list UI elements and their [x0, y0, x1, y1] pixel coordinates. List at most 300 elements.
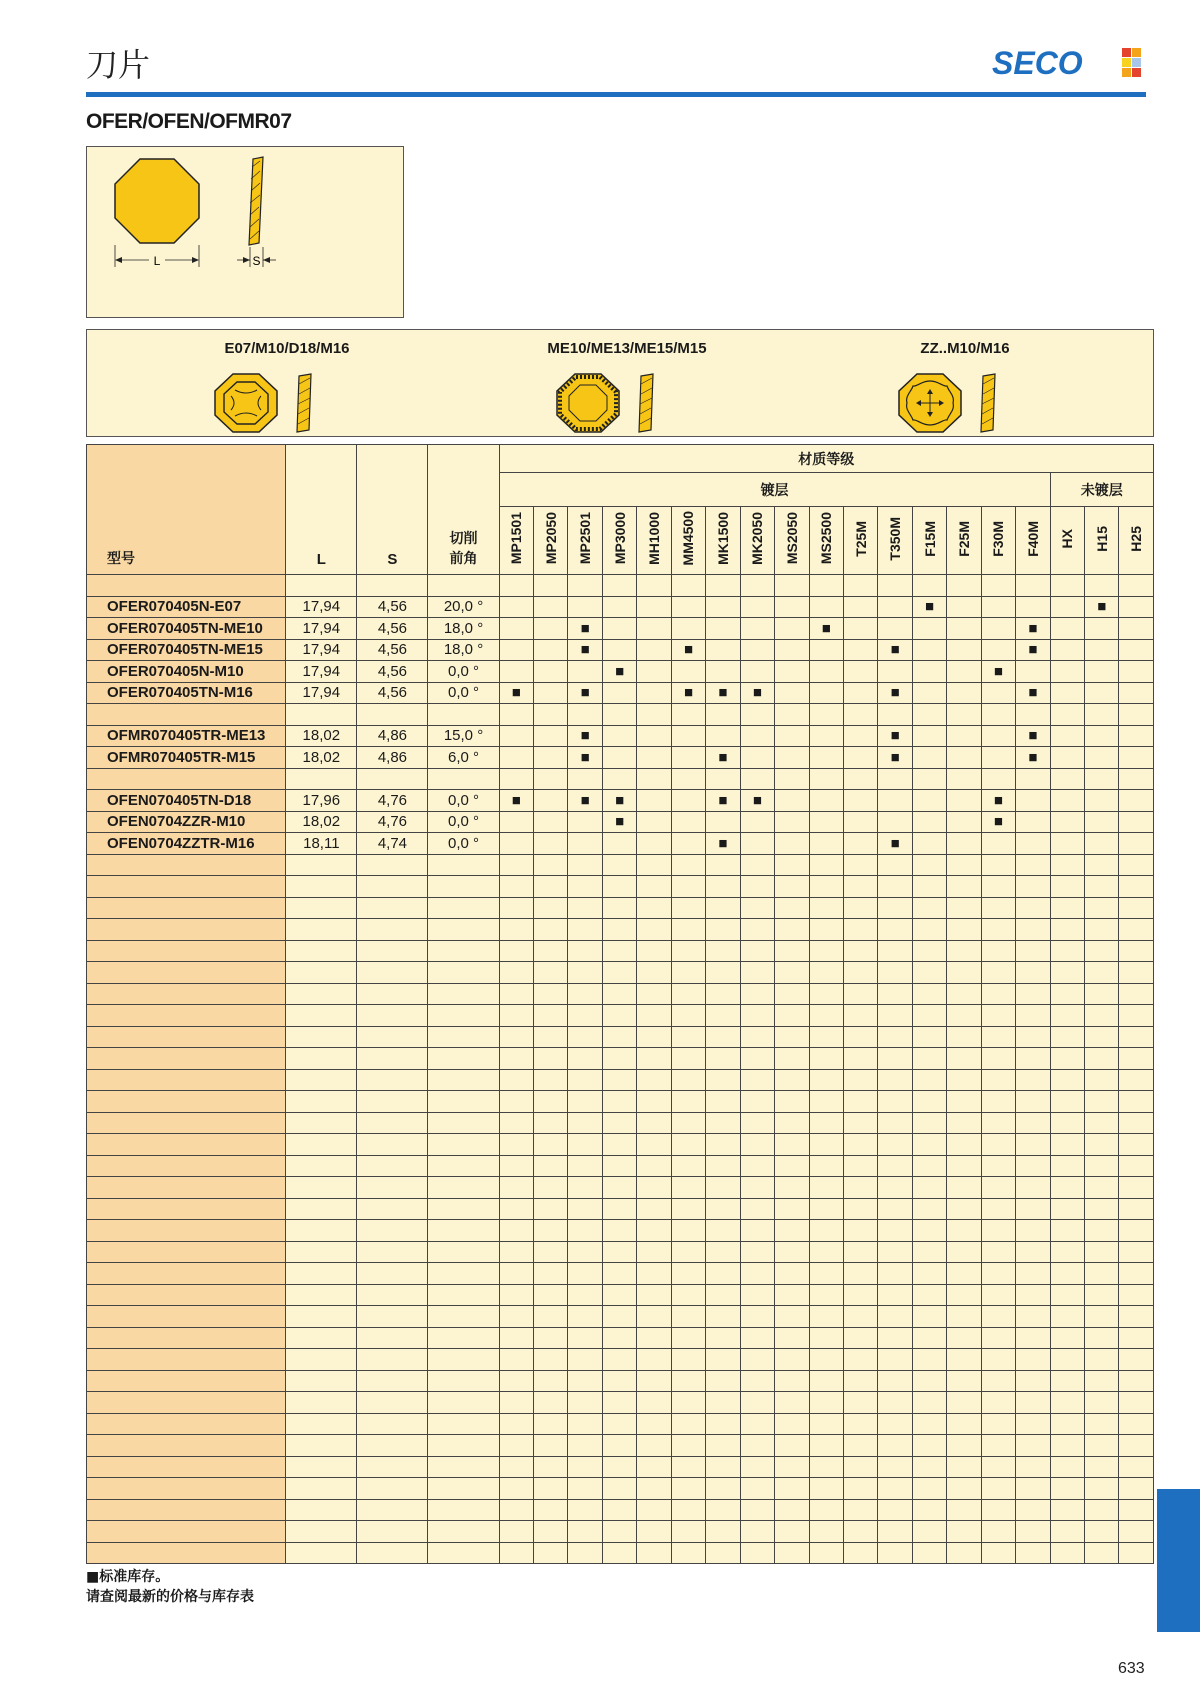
grade-cell [499, 1478, 533, 1500]
grade-cell [981, 704, 1015, 726]
grade-cell [499, 1370, 533, 1392]
grade-cell [912, 704, 946, 726]
grade-cell [1050, 790, 1084, 812]
grade-cell [568, 1521, 602, 1543]
grade-cell [947, 725, 981, 747]
grade-cell [981, 1112, 1015, 1134]
grade-cell [809, 1327, 843, 1349]
insert-drawing [87, 147, 403, 317]
grade-cell [1050, 596, 1084, 618]
grade-cell [1119, 1091, 1154, 1113]
grade-cell [534, 962, 568, 984]
table-row [87, 1198, 1154, 1220]
grade-cell [1050, 940, 1084, 962]
angle-cell [428, 1155, 499, 1177]
angle-cell [428, 1435, 499, 1457]
angle-cell [428, 983, 499, 1005]
model-cell: OFMR070405TR-M15 [87, 747, 286, 769]
stock-mark-mp2501: ■ [568, 790, 602, 812]
grade-cell [775, 1069, 809, 1091]
table-row [87, 768, 1154, 790]
grade-cell [602, 1306, 636, 1328]
grade-cell [809, 833, 843, 855]
grade-cell [568, 1349, 602, 1371]
grade-cell [1119, 1048, 1154, 1070]
grade-cell [912, 639, 946, 661]
grade-cell [775, 704, 809, 726]
grade-cell [602, 983, 636, 1005]
grade-cell [637, 1478, 671, 1500]
angle-cell: 0,0 ° [428, 833, 499, 855]
grade-cell [671, 811, 705, 833]
grade-cell [947, 897, 981, 919]
s-cell [357, 1134, 428, 1156]
grade-cell [809, 1521, 843, 1543]
grade-cell [1119, 940, 1154, 962]
grade-cell [568, 1241, 602, 1263]
l-cell [286, 1284, 357, 1306]
grade-cell [671, 1069, 705, 1091]
grade-cell [671, 1542, 705, 1564]
grade-cell [706, 1306, 740, 1328]
grade-cell [637, 575, 671, 597]
table-row [87, 1284, 1154, 1306]
table-row [87, 1026, 1154, 1048]
grade-cell [671, 1263, 705, 1285]
model-cell [87, 1284, 286, 1306]
grade-cell [1119, 854, 1154, 876]
grade-cell [775, 962, 809, 984]
angle-cell: 0,0 ° [428, 811, 499, 833]
grade-cell [878, 919, 912, 941]
table-row [87, 790, 1154, 812]
grade-cell [671, 940, 705, 962]
grade-cell [1050, 661, 1084, 683]
grade-cell [1119, 1478, 1154, 1500]
grade-cell [499, 1112, 533, 1134]
grade-cell [843, 1177, 877, 1199]
grade-cell [1119, 725, 1154, 747]
s-cell: 4,56 [357, 639, 428, 661]
grade-cell [706, 1370, 740, 1392]
grade-cell [1119, 747, 1154, 769]
grade-cell [1016, 1327, 1050, 1349]
grade-cell [602, 1241, 636, 1263]
model-cell [87, 1456, 286, 1478]
grade-cell [809, 1155, 843, 1177]
grade-cell [1085, 1091, 1119, 1113]
s-cell [357, 1392, 428, 1414]
grade-cell [947, 1370, 981, 1392]
grade-cell [947, 1177, 981, 1199]
grade-cell [740, 1370, 774, 1392]
s-cell: 4,56 [357, 596, 428, 618]
table-row [87, 1220, 1154, 1242]
grade-cell [1085, 1306, 1119, 1328]
grade-header-f15m [912, 507, 946, 575]
table-row [87, 897, 1154, 919]
grade-cell [740, 811, 774, 833]
series-title: OFER/OFEN/OFMR07 [86, 110, 292, 133]
grade-cell [878, 618, 912, 640]
model-cell [87, 940, 286, 962]
grade-cell [637, 1435, 671, 1457]
grade-cell [1050, 1413, 1084, 1435]
s-cell [357, 1413, 428, 1435]
model-cell [87, 983, 286, 1005]
grade-cell [981, 833, 1015, 855]
grade-cell [912, 1112, 946, 1134]
insert-grade-table [86, 444, 1154, 1564]
s-cell [357, 1155, 428, 1177]
grade-cell [878, 596, 912, 618]
grade-cell [1119, 575, 1154, 597]
grade-cell [602, 704, 636, 726]
grade-cell [534, 661, 568, 683]
grade-label: H15 [1093, 525, 1110, 552]
model-cell [87, 1134, 286, 1156]
grade-cell [947, 833, 981, 855]
grade-cell [671, 1155, 705, 1177]
grade-cell [671, 1048, 705, 1070]
grade-cell [671, 897, 705, 919]
table-row [87, 1478, 1154, 1500]
angle-cell [428, 1306, 499, 1328]
grade-cell [534, 790, 568, 812]
grade-cell [1085, 1327, 1119, 1349]
grade-cell [1085, 1177, 1119, 1199]
grade-cell [947, 854, 981, 876]
grade-cell [843, 876, 877, 898]
stock-mark-f40m: ■ [1016, 725, 1050, 747]
s-cell: 4,76 [357, 790, 428, 812]
grade-cell [878, 1349, 912, 1371]
angle-cell: 0,0 ° [428, 661, 499, 683]
grade-cell [602, 919, 636, 941]
grade-cell [981, 725, 1015, 747]
grade-label: HX [1059, 528, 1076, 549]
model-cell [87, 1306, 286, 1328]
grade-cell [912, 833, 946, 855]
angle-cell [428, 962, 499, 984]
s-cell [357, 1499, 428, 1521]
model-cell [87, 1327, 286, 1349]
grade-cell [947, 1026, 981, 1048]
table-row [87, 1370, 1154, 1392]
model-cell [87, 1349, 286, 1371]
grade-cell [878, 704, 912, 726]
grade-cell [1016, 1284, 1050, 1306]
angle-cell [428, 1327, 499, 1349]
grade-cell [740, 983, 774, 1005]
grade-cell [1050, 1327, 1084, 1349]
angle-cell [428, 1069, 499, 1091]
stock-mark-f40m: ■ [1016, 747, 1050, 769]
angle-cell [428, 575, 499, 597]
grade-cell [1085, 919, 1119, 941]
grade-cell [568, 575, 602, 597]
grade-cell [843, 1521, 877, 1543]
grade-cell [809, 1284, 843, 1306]
l-cell [286, 1478, 357, 1500]
grade-cell [1085, 747, 1119, 769]
grade-cell [1085, 897, 1119, 919]
grade-cell [740, 1112, 774, 1134]
grade-cell [534, 919, 568, 941]
grade-cell [1016, 1263, 1050, 1285]
grade-cell [1050, 639, 1084, 661]
grade-cell [912, 1284, 946, 1306]
table-row [87, 1177, 1154, 1199]
grade-cell [809, 1478, 843, 1500]
grade-cell [843, 704, 877, 726]
grade-cell [981, 1048, 1015, 1070]
grade-cell [775, 575, 809, 597]
grade-cell [775, 639, 809, 661]
angle-cell [428, 1220, 499, 1242]
grade-cell [499, 811, 533, 833]
grade-header-hx [1050, 507, 1084, 575]
grade-cell [568, 1026, 602, 1048]
grade-cell [602, 1456, 636, 1478]
grade-cell [568, 1155, 602, 1177]
grade-header-f30m [981, 507, 1015, 575]
s-cell [357, 983, 428, 1005]
grade-cell [1119, 661, 1154, 683]
grade-cell [775, 919, 809, 941]
grade-cell [843, 747, 877, 769]
grade-cell [534, 725, 568, 747]
grade-cell [671, 1499, 705, 1521]
grade-cell [602, 962, 636, 984]
grade-cell [1016, 1069, 1050, 1091]
model-cell: OFEN0704ZZR-M10 [87, 811, 286, 833]
grade-cell [981, 962, 1015, 984]
grade-cell [912, 962, 946, 984]
angle-cell [428, 854, 499, 876]
grade-cell [637, 811, 671, 833]
grade-cell [499, 596, 533, 618]
grade-cell [809, 1413, 843, 1435]
grade-cell [912, 854, 946, 876]
grade-cell [534, 768, 568, 790]
header-uncoated: 未镀层 [1050, 473, 1153, 507]
grade-cell [1085, 1026, 1119, 1048]
grade-cell [671, 1284, 705, 1306]
s-cell: 4,56 [357, 661, 428, 683]
variant-3-side-icon [977, 372, 1001, 434]
grade-cell [1119, 897, 1154, 919]
grade-cell [499, 1134, 533, 1156]
grade-cell [843, 768, 877, 790]
grade-cell [878, 1069, 912, 1091]
grade-cell [637, 919, 671, 941]
grade-cell [740, 962, 774, 984]
grade-cell [740, 1456, 774, 1478]
grade-cell [809, 661, 843, 683]
grade-cell [1050, 1521, 1084, 1543]
stock-mark-mp2501: ■ [568, 618, 602, 640]
grade-cell [878, 876, 912, 898]
grade-cell [843, 833, 877, 855]
grade-cell [1119, 1134, 1154, 1156]
l-cell: 18,11 [286, 833, 357, 855]
grade-cell [1050, 1069, 1084, 1091]
grade-cell [534, 1349, 568, 1371]
s-cell [357, 1198, 428, 1220]
table-row [87, 575, 1154, 597]
grade-cell [775, 1112, 809, 1134]
table-row [87, 1327, 1154, 1349]
stock-mark-f40m: ■ [1016, 639, 1050, 661]
grade-label: MM4500 [680, 511, 697, 566]
grade-cell [912, 1026, 946, 1048]
model-cell [87, 1005, 286, 1027]
grade-cell [878, 897, 912, 919]
grade-cell [706, 1284, 740, 1306]
grade-cell [499, 833, 533, 855]
grade-cell [843, 682, 877, 704]
grade-cell [912, 1069, 946, 1091]
grade-cell [878, 1413, 912, 1435]
grade-label: F15M [921, 520, 938, 557]
grade-cell [1119, 983, 1154, 1005]
grade-header-t25m [843, 507, 877, 575]
grade-cell [602, 1048, 636, 1070]
grade-cell [1050, 1048, 1084, 1070]
grade-header-ms2050 [775, 507, 809, 575]
grade-cell [534, 1542, 568, 1564]
grade-label: H25 [1128, 525, 1145, 552]
grade-cell [740, 747, 774, 769]
page-title: 刀片 [86, 46, 151, 84]
grade-cell [1085, 1284, 1119, 1306]
l-cell: 18,02 [286, 747, 357, 769]
grade-cell [602, 1542, 636, 1564]
grade-cell [534, 1370, 568, 1392]
grade-cell [947, 618, 981, 640]
l-cell [286, 1499, 357, 1521]
grade-cell [499, 747, 533, 769]
table-row [87, 1306, 1154, 1328]
grade-cell [1119, 833, 1154, 855]
grade-cell [568, 833, 602, 855]
grade-cell [671, 962, 705, 984]
grade-label: MS2500 [818, 512, 835, 565]
grade-cell [534, 1091, 568, 1113]
l-cell [286, 1069, 357, 1091]
grade-cell [1085, 725, 1119, 747]
angle-cell [428, 704, 499, 726]
l-cell: 18,02 [286, 725, 357, 747]
table-row [87, 1048, 1154, 1070]
l-cell [286, 876, 357, 898]
grade-cell [637, 1091, 671, 1113]
model-cell [87, 1069, 286, 1091]
grade-cell [843, 897, 877, 919]
grade-cell [1050, 618, 1084, 640]
grade-cell [740, 1306, 774, 1328]
grade-cell [809, 897, 843, 919]
stock-mark-mk1500: ■ [706, 747, 740, 769]
grade-cell [878, 854, 912, 876]
grade-cell [912, 983, 946, 1005]
grade-cell [706, 940, 740, 962]
grade-cell [775, 1134, 809, 1156]
grade-cell [602, 876, 636, 898]
model-cell: OFER070405TN-ME10 [87, 618, 286, 640]
grade-cell [843, 1134, 877, 1156]
grade-cell [568, 1091, 602, 1113]
grade-cell [706, 983, 740, 1005]
grade-cell [775, 1435, 809, 1457]
model-cell: OFMR070405TR-ME13 [87, 725, 286, 747]
grade-cell [740, 876, 774, 898]
grade-cell [706, 876, 740, 898]
grade-cell [706, 725, 740, 747]
grade-cell [878, 790, 912, 812]
l-cell [286, 1005, 357, 1027]
grade-cell [637, 1327, 671, 1349]
angle-cell [428, 1112, 499, 1134]
l-cell [286, 1241, 357, 1263]
grade-cell [671, 854, 705, 876]
grade-cell [602, 1370, 636, 1392]
grade-cell [534, 1327, 568, 1349]
grade-cell [1050, 1435, 1084, 1457]
grade-cell [981, 1198, 1015, 1220]
grade-cell [568, 1478, 602, 1500]
angle-cell [428, 1263, 499, 1285]
table-row [87, 618, 1154, 640]
grade-cell [775, 1263, 809, 1285]
grade-cell [843, 1435, 877, 1457]
grade-cell [534, 618, 568, 640]
grade-cell [706, 1048, 740, 1070]
grade-cell [706, 1069, 740, 1091]
grade-cell [775, 897, 809, 919]
l-cell [286, 768, 357, 790]
grade-cell [637, 1112, 671, 1134]
grade-cell [809, 575, 843, 597]
table-row [87, 833, 1154, 855]
grade-cell [912, 661, 946, 683]
grade-cell [1050, 1284, 1084, 1306]
grade-cell [1016, 1198, 1050, 1220]
grade-cell [878, 1370, 912, 1392]
grade-cell [740, 575, 774, 597]
grade-cell [1119, 790, 1154, 812]
grade-cell [775, 1198, 809, 1220]
grade-label: F30M [990, 520, 1007, 557]
grade-cell [912, 1327, 946, 1349]
grade-cell [568, 1435, 602, 1457]
table-row [87, 661, 1154, 683]
grade-cell [637, 790, 671, 812]
angle-cell [428, 1349, 499, 1371]
grade-cell [981, 1478, 1015, 1500]
grade-cell [602, 596, 636, 618]
angle-cell [428, 1048, 499, 1070]
stock-mark-mk2050: ■ [740, 682, 774, 704]
s-cell [357, 962, 428, 984]
grade-cell [499, 1198, 533, 1220]
grade-cell [809, 1220, 843, 1242]
grade-label: MK2050 [749, 512, 766, 565]
grade-cell [1050, 1026, 1084, 1048]
grade-cell [499, 618, 533, 640]
grade-cell [981, 940, 1015, 962]
